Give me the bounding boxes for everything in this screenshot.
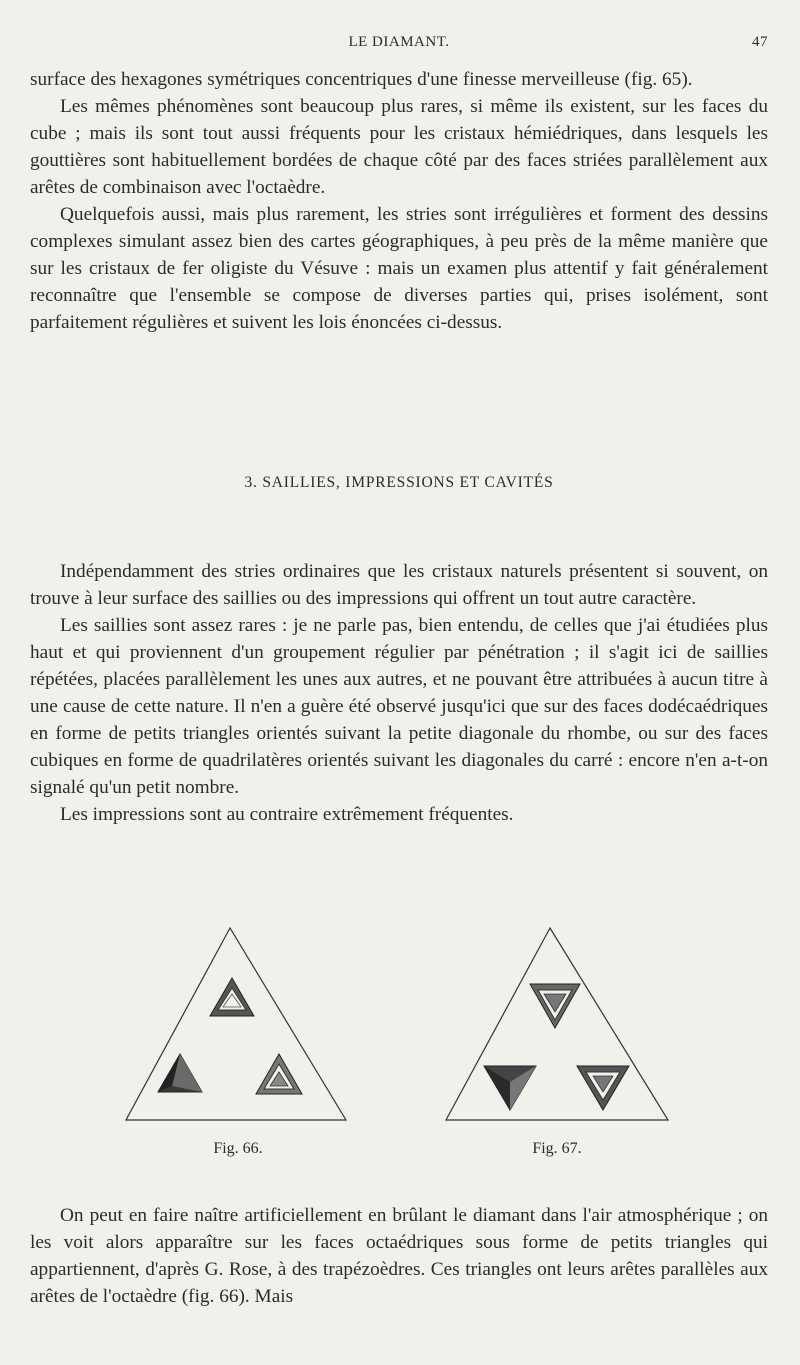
section-heading: 3. SAILLIES, IMPRESSIONS ET CAVITÉS <box>244 474 554 491</box>
paragraph-impressions: Les impressions sont au contraire extrêmement fréquentes. <box>60 804 514 825</box>
paragraph-artificial-impressions: On peut en faire naître artificiellement en brûlant le diamant dans l'air atmosphérique ; on les voit alors apparaître sur les faces octaédriques sous forme de petits triangles qui appartiennent, d'après G. Rose, à des trapézoèdres. Ces triangles ont leurs arêtes parallèles aux arêtes de l'octaèdre (fig. 66). Mais <box>30 1205 768 1307</box>
paragraph-continuation: surface des hexagones symétriques concentriques d'une finesse merveilleuse (fig. 65). <box>30 69 693 90</box>
running-title: LE DIAMANT. <box>348 34 450 50</box>
figure-67-illustration <box>440 922 675 1122</box>
text-block-middle <box>30 558 768 828</box>
fig66-right-impression <box>256 1054 302 1094</box>
paragraph-saillies-rare: Les saillies sont assez rares : je ne parle pas, bien entendu, de celles que j'ai étudiées plus haut et qui proviennent d'un groupement régulier par pénétration ; il s'agit ici de saillies répétées, placées parallèlement les unes aux autres, et ne pouvant être attribuées à aucun titre à une cause de cette nature. Il n'en a guère été observé jusqu'ici que sur des faces dodécaédriques en forme de petits triangles orientés suivant la petite diagonale du rhombe, ou sur des faces cubiques en forme de quadrilatères orientés suivant les diagonales du carré : encore n'en a-t-on signalé qu'un petit nombre. <box>30 615 768 798</box>
fig67-left-impression <box>484 1066 536 1110</box>
fig66-top-impression <box>210 978 254 1016</box>
page-number: 47 <box>752 34 768 50</box>
fig67-top-impression <box>530 984 580 1028</box>
figure-67-caption: Fig. 67. <box>532 1140 582 1157</box>
figure-66-illustration <box>118 922 358 1122</box>
figure-66-caption: Fig. 66. <box>213 1140 263 1157</box>
paragraph-saillies-intro: Indépendamment des stries ordinaires que les cristaux naturels présentent si souvent, on trouve à leur surface des saillies ou des impressions qui offrent un tout autre caractère. <box>30 561 768 609</box>
paragraph-cube-faces: Les mêmes phénomènes sont beaucoup plus rares, si même ils existent, sur les faces du cube ; mais ils sont tout aussi fréquents pour les cristaux hémiédriques, dans lesquels les gouttières sont habituellement bordées de chaque côté par des faces striées parallèlement aux arêtes de combinaison avec l'octaèdre. <box>30 96 768 198</box>
page-header <box>30 34 768 54</box>
text-block-top <box>30 66 768 336</box>
fig66-left-impression <box>158 1054 202 1092</box>
paragraph-irregular-striae: Quelquefois aussi, mais plus rarement, les stries sont irrégulières et forment des dessins complexes simulant assez bien des cartes géographiques, à peu près de la même manière que sur les cristaux de fer oligiste du Vésuve : mais un examen plus attentif y fait généralement reconnaître que l'ensemble se compose de diverses parties qui, prises isolément, sont parfaitement régulières et suivent les lois énoncées ci-dessus. <box>30 204 768 333</box>
fig67-right-impression <box>577 1066 629 1110</box>
text-block-bottom <box>30 1202 768 1310</box>
